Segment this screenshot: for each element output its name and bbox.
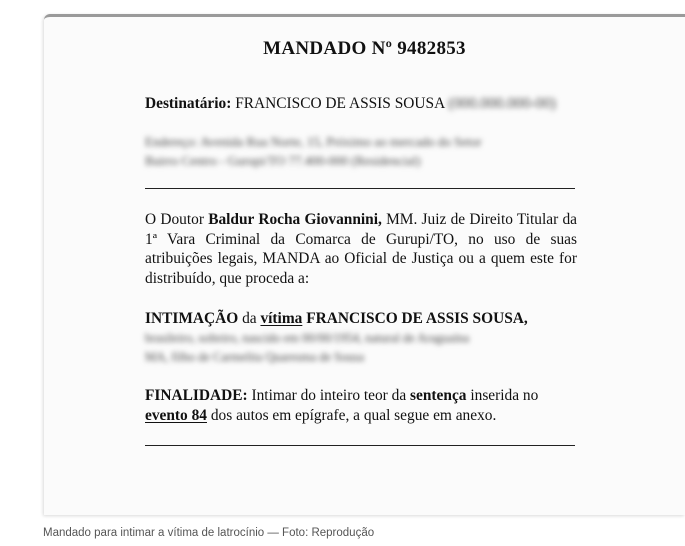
finalidade-text-mid: inserida no [470, 387, 539, 404]
sentenca-word: sentença [410, 387, 467, 404]
evento-reference: evento 84 [145, 406, 207, 424]
judge-name: Baldur Rocha Giovannini, [208, 211, 382, 228]
intimacao-label: INTIMAÇÃO [145, 310, 239, 327]
recipient-label: Destinatário: [145, 95, 232, 112]
photo-caption: Mandado para intimar a vítima de latrocínio — Foto: Reprodução [43, 527, 375, 539]
divider-bottom [145, 445, 575, 446]
victim-name: FRANCISCO DE ASSIS SOUSA, [306, 310, 528, 327]
recipient-block [145, 94, 577, 171]
intro-paragraph [145, 210, 577, 288]
intimacao-da: da [242, 310, 257, 327]
intro-text: MM. Juiz de Direito Titular da 1ª Vara Criminal da Comarca de Gurupi/TO, no uso de suas atribuições legais, MANDA ao Oficial de Justiça ou a quem este for distribuído, que proceda a: [145, 211, 577, 287]
recipient-document-redacted: (000.000.000-00) [448, 95, 556, 112]
intro-prefix: O Doutor [145, 211, 204, 228]
vitima-word: vítima [260, 310, 303, 327]
victim-details-redacted: brasileiro, solteiro, nascido em 00/00/1954, natural de Araguaína [145, 330, 470, 345]
divider-top [145, 188, 575, 189]
victim-parents-redacted: MA, filho de Carmelita Quaresma de Sousa [145, 350, 365, 364]
recipient-address-redacted: Endereço: Avenida Rua Norte, 15, Próximo ao mercado do Setor [145, 133, 482, 149]
document-page [44, 14, 685, 515]
recipient-address-redacted-2: Bairro Centro - Gurupi/TO 77.400-000 (Residencial) [145, 153, 421, 168]
finalidade-label: FINALIDADE: [145, 387, 248, 404]
finalidade-block [145, 386, 577, 425]
document-title: MANDADO Nº 9482853 [263, 38, 466, 59]
finalidade-text-after: dos autos em epígrafe, a qual segue em anexo. [210, 406, 497, 424]
finalidade-text-before: Intimar do inteiro teor da [251, 387, 407, 404]
recipient-name: FRANCISCO DE ASSIS SOUSA [235, 95, 445, 112]
intimacao-block [145, 309, 577, 368]
